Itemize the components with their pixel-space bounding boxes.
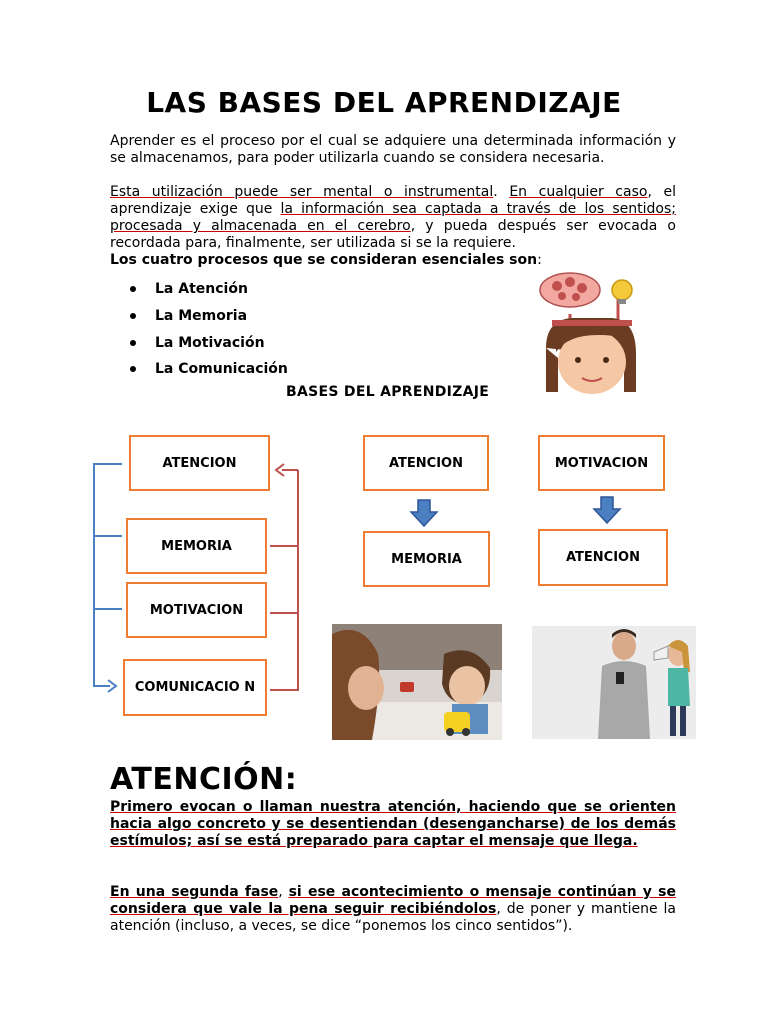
intro-paragraph-3 <box>110 252 676 269</box>
bullet-icon <box>130 340 136 346</box>
intro-underlined-1: Esta utilización puede ser mental o instrumental <box>110 184 494 200</box>
intro-paragraph-2 <box>110 184 676 252</box>
diagram-box-comunicacion: COMUNICACIO N <box>123 659 267 716</box>
intro-text-4: , y pueda después ser evocada o recordada para, finalmente, ser utilizada si se la requiere. <box>110 218 676 251</box>
diagram-box-memoria-2: MEMORIA <box>363 531 490 587</box>
diagram-box-atencion-2: ATENCION <box>363 435 489 491</box>
down-arrow-icon <box>592 496 622 524</box>
atencion-underlined-1: En una segunda fase <box>110 884 279 900</box>
down-arrow-icon <box>409 499 439 527</box>
intro-text-3: , el aprendizaje exige que <box>110 184 677 217</box>
intro-underlined-3: la información sea captada a través de los sentidos; procesada y almacenada en el cerebro <box>110 201 676 234</box>
processes-colon: : <box>537 252 542 268</box>
intro-text-2: . <box>493 184 510 200</box>
page-title: LAS BASES DEL APRENDIZAJE <box>146 86 622 119</box>
process-list <box>130 276 288 383</box>
photo-father-girl <box>532 626 696 739</box>
diagram-title: BASES DEL APRENDIZAJE <box>286 384 490 400</box>
atencion-text-3: , de poner y mantiene la atención (incluso, a veces, se dice “ponemos los cinco sentidos”). <box>110 901 677 934</box>
head-brain-illustration <box>532 268 644 398</box>
list-item: La Comunicación <box>130 356 288 383</box>
atencion-paragraph-2 <box>110 884 676 935</box>
atencion-underlined-2: si ese acontecimiento o mensaje continúan y se considera que vale la pena seguir recibiéndolos <box>110 884 676 917</box>
intro-text-1: Aprender es el proceso por el cual se adquiere una determinada información y se almacenamos, para poder utilizarla cuando se considera necesaria. <box>110 133 676 166</box>
processes-lead: Los cuatro procesos que se consideran esenciales son <box>110 252 538 268</box>
atencion-paragraph-1 <box>110 799 676 850</box>
diagram-box-atencion-3: ATENCION <box>538 529 668 586</box>
atencion-text-2: , <box>278 884 289 900</box>
bullet-icon <box>130 313 136 319</box>
diagram-box-atencion: ATENCION <box>129 435 270 491</box>
intro-paragraph <box>110 133 676 167</box>
list-item: La Motivación <box>130 329 288 356</box>
intro-underlined-2: En cualquier caso <box>509 184 648 200</box>
diagram-box-motivacion: MOTIVACION <box>126 582 267 638</box>
photo-mother-baby <box>332 624 502 740</box>
section-heading-atencion: ATENCIÓN: <box>110 762 298 797</box>
list-item: La Atención <box>130 276 288 303</box>
diagram-box-memoria: MEMORIA <box>126 518 267 574</box>
bullet-icon <box>130 286 136 292</box>
list-item: La Memoria <box>130 303 288 330</box>
diagram-box-motivacion-2: MOTIVACION <box>538 435 665 491</box>
atencion-text-1: Primero evocan o llaman nuestra atención, haciendo que se orienten hacia algo concreto y se desentiendan (desengancharse) de los demás estímulos; así se está preparado para captar el mensaje que llega. <box>110 799 676 849</box>
bullet-icon <box>130 366 136 372</box>
